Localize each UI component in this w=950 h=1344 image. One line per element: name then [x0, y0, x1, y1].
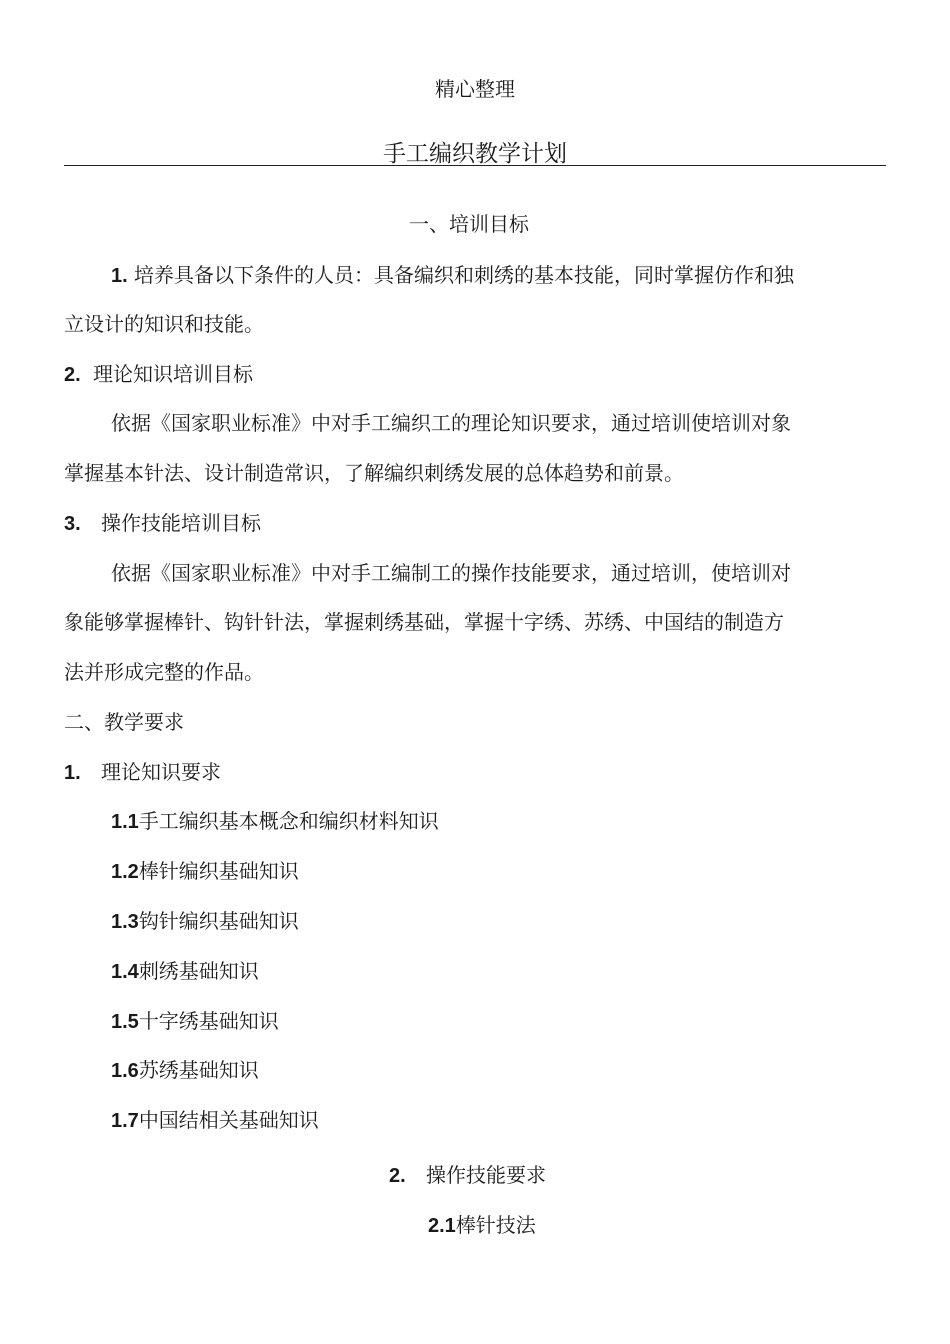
theory-requirements [64, 760, 221, 785]
goal-item-3 [64, 511, 261, 536]
list-item [111, 909, 299, 934]
list-item [111, 1009, 279, 1034]
list-item-text: 刺绣基础知识 [138, 959, 259, 983]
list-item [111, 1108, 319, 1133]
goal-item-3-paragraph-line-2: 象能够掌握棒针、钩针针法，掌握刺绣基础，掌握十字绣、苏绣、中国结的制造方 [64, 610, 784, 634]
page-header: 精心整理 [435, 77, 515, 101]
list-item-text: 棒针技法 [455, 1213, 536, 1237]
list-item [111, 859, 299, 884]
skill-requirements-label: 操作技能要求 [426, 1163, 547, 1187]
goal-item-3-paragraph-line-1: 依据《国家职业标准》中对手工编制工的操作技能要求，通过培训，使培训对 [111, 561, 791, 585]
title-underline [64, 165, 886, 166]
list-item-number: 1.2 [111, 861, 139, 883]
list-item-number: 1.3 [111, 911, 139, 933]
theory-requirements-number: 1. [64, 762, 81, 784]
document-title: 手工编织教学计划 [383, 141, 567, 167]
goal-item-2 [64, 362, 253, 387]
list-item [428, 1213, 536, 1238]
theory-requirements-label: 理论知识要求 [101, 760, 222, 784]
goal-item-3-number: 3. [64, 513, 81, 535]
list-item-number: 1.1 [111, 811, 139, 833]
list-item-text: 中国结相关基础知识 [138, 1108, 319, 1132]
list-item [111, 809, 439, 834]
list-item-number: 1.6 [111, 1060, 139, 1082]
list-item-number: 2.1 [428, 1215, 456, 1237]
list-item-text: 钩针编织基础知识 [138, 909, 299, 933]
list-item [111, 959, 259, 984]
goal-item-1-number: 1. [111, 265, 128, 287]
goal-item-2-paragraph-line-2: 掌握基本针法、设计制造常识，了解编织刺绣发展的总体趋势和前景。 [64, 461, 684, 485]
list-item-number: 1.7 [111, 1110, 139, 1132]
list-item-text: 苏绣基础知识 [138, 1058, 259, 1082]
skill-requirements [389, 1163, 546, 1188]
goal-item-3-label: 操作技能培训目标 [101, 511, 262, 535]
goal-item-1 [111, 263, 794, 288]
goal-item-2-label: 理论知识培训目标 [93, 362, 254, 386]
goal-item-3-paragraph-line-3: 法并形成完整的作品。 [64, 660, 264, 684]
list-item-number: 1.4 [111, 961, 139, 983]
list-item-text: 棒针编织基础知识 [138, 859, 299, 883]
list-item [111, 1058, 259, 1083]
goal-item-1-text: 培养具备以下条件的人员：具备编织和刺绣的基本技能，同时掌握仿作和独 [134, 263, 795, 287]
list-item-number: 1.5 [111, 1011, 139, 1033]
goal-item-2-paragraph-line-1: 依据《国家职业标准》中对手工编织工的理论知识要求，通过培训使培训对象 [111, 411, 791, 435]
list-item-text: 手工编织基本概念和编织材料知识 [138, 809, 439, 833]
section-heading-teaching-requirements: 二、教学要求 [64, 710, 184, 734]
goal-item-1-continuation: 立设计的知识和技能。 [64, 312, 264, 336]
section-heading-training-goals: 一、培训目标 [409, 212, 529, 236]
goal-item-2-number: 2. [64, 364, 81, 386]
list-item-text: 十字绣基础知识 [138, 1009, 279, 1033]
skill-requirements-number: 2. [389, 1165, 406, 1187]
